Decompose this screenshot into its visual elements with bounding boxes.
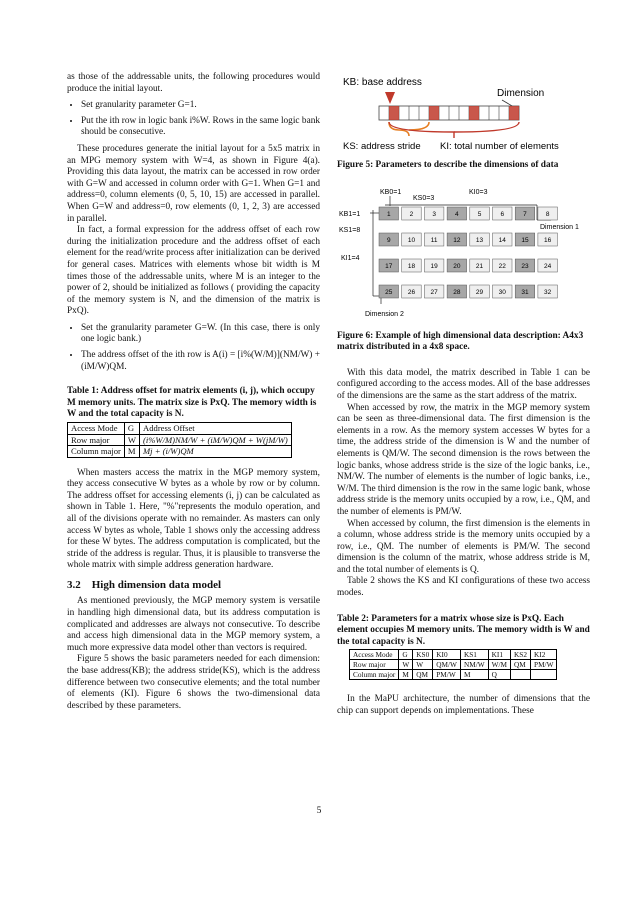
- table-header: G: [124, 423, 139, 435]
- grid-cell-label: 26: [407, 288, 416, 296]
- grid-cell-label: 15: [521, 236, 529, 244]
- grid-cell-label: 22: [498, 262, 506, 270]
- dimension-label: Dimension: [497, 88, 545, 99]
- section-heading: 3.2 High dimension data model: [67, 578, 222, 591]
- ki-label: KI: total number of elements: [440, 141, 559, 152]
- grid-cell-label: 10: [407, 236, 416, 244]
- paragraph: When accessed by column, the first dimension is the elements in a column, whose address stride is the memory units occupied by a row, i.e., QM. The number of elements is PM/W. The second dimension is the column of the matrix, whose address stride is M, and the total number of elements is Q.: [337, 518, 590, 575]
- list-item: • Set the granularity parameter G=W. (In this case, there is only one logic bank.): [81, 323, 320, 346]
- grid-cell-label: 32: [544, 288, 552, 296]
- paragraph: Table 2 shows the KS and KI configurations of these two access modes.: [337, 576, 590, 599]
- figure5-caption: Figure 5: Parameters to describe the dimensions of data: [337, 160, 559, 170]
- left-column: [67, 72, 320, 712]
- grid-cell-label: 11: [430, 236, 438, 244]
- grid-cell-label: 14: [498, 236, 506, 244]
- ki0-label: KI0=3: [469, 188, 488, 196]
- paragraph: In fact, a formal expression for the address offset of each row during the initialization procedure and the address offset of each element for the read/write process after initialization can be derived for general cases. Matrices with elements whose bit width is M times those of the addressable units, where M is an integer to the power of 2, should be initialized as follows ( providing the capacity of the memory system is N, and the dimension of the matrix is PxQ).: [67, 225, 320, 317]
- grid-cell-label: 18: [407, 262, 416, 270]
- list-item: • The address offset of the ith row is A(i) = [i%(W/M)](NM/W) + (iM/W)QM.: [81, 350, 320, 373]
- table-row: Column major M Mj + (i/W)QM: [68, 446, 292, 458]
- dimension2-label: Dimension 2: [365, 310, 404, 318]
- list-item: • Put the ith row in logic bank i%W. Rows in the same logic bank should be consecutive.: [81, 116, 320, 139]
- paragraph: In the MaPU architecture, the number of dimensions that the chip can support depends on implementations. These: [337, 694, 590, 717]
- grid-cell-label: 27: [430, 288, 438, 296]
- grid-cell-label: 2: [409, 210, 414, 218]
- grid-cell-label: 6: [500, 210, 505, 218]
- figure6-grid: [379, 207, 557, 298]
- grid-cell-label: 20: [453, 262, 461, 270]
- grid-cell-label: 3: [432, 210, 436, 218]
- grid-cell-label: 31: [521, 288, 529, 296]
- grid-cell-label: 7: [523, 210, 527, 218]
- table1: [67, 422, 292, 458]
- paragraph: as those of the addressable units, the following procedures would produce the initial layout.: [67, 72, 320, 94]
- bullet-list: [67, 323, 320, 373]
- grid-cell-label: 4: [455, 210, 459, 218]
- grid-cell-label: 28: [453, 288, 461, 296]
- grid-cell-label: 1: [386, 210, 391, 218]
- memory-strip: [379, 106, 519, 120]
- grid-cell-label: 17: [385, 262, 393, 270]
- ki1-label: KI1=4: [341, 254, 360, 262]
- ks-label: KS: address stride: [343, 141, 421, 152]
- bullet-list: [67, 100, 320, 139]
- ks1-label: KS1=8: [339, 226, 361, 234]
- table-header: Address Offset: [140, 423, 292, 435]
- table2-caption: Table 2: Parameters for a matrix whose size is PxQ. Each element occupies M memory units. The memory width is W and the total capacity is N.: [337, 613, 590, 647]
- paragraph: With this data model, the matrix described in Table 1 can be configured according to the access modes. All of the base addresses of the dimensions are the same as the start address of the matrix.: [337, 367, 590, 401]
- grid-cell-label: 12: [453, 236, 461, 244]
- grid-cell-label: 9: [386, 236, 391, 244]
- table2: Access Mode G KS0 KI0 KS1 KI1 KS2 KI2 Row major W W QM/W NM/W W/M QM PM/W Column major M QM PM/W M Q: [349, 649, 557, 680]
- kb0-label: KB0=1: [380, 188, 402, 196]
- kb1-label: KB1=1: [339, 210, 361, 218]
- ks0-label: KS0=3: [413, 194, 435, 202]
- figure6-caption: Figure 6: Example of high dimensional data description: A4x3 matrix distributed in a 4x8 space.: [337, 330, 584, 353]
- table1-caption: Table 1: Address offset for matrix elements (i, j), which occupy M memory units. The matrix size is PxQ. The memory width is W and the total capacity is N.: [67, 386, 317, 420]
- grid-cell-label: 29: [475, 288, 484, 296]
- figure5: [337, 72, 590, 154]
- dimension1-label: Dimension 1: [540, 223, 579, 231]
- right-column: [337, 72, 590, 718]
- grid-cell-label: 16: [544, 236, 552, 244]
- grid-cell-label: 13: [475, 236, 484, 244]
- grid-cell-label: 19: [430, 262, 438, 270]
- arrow-down-icon: [385, 92, 395, 104]
- kb-label: KB: base address: [343, 77, 422, 88]
- grid-cell-label: 5: [477, 210, 482, 218]
- grid-cell-label: 8: [545, 210, 550, 218]
- table-header: Access Mode: [68, 423, 125, 435]
- grid-cell-label: 21: [475, 262, 484, 270]
- paragraph: When masters access the matrix in the MGP memory system, they access consecutive W bytes as a whole by row or by column. The address offset for accessing elements (i, j) can be calculated as shown in Table 1. Here, "%"represents the modulo operation, and all of the divisions operate with no remainder. As masters can only access W bytes as whole, Table 1 shows only the accessing address for these W bytes. The address computation is complicated, but the stride of the address is regular. Thus, it is plausible to transverse the whole matrix with simple address generation hardware.: [67, 467, 320, 571]
- table-row: Column major M QM PM/W M Q: [350, 670, 557, 680]
- page-number: 5: [316, 806, 322, 816]
- table-row: Row major W W QM/W NM/W W/M QM PM/W: [350, 660, 557, 670]
- figure6: [337, 184, 590, 319]
- table-row: Row major W (i%W/M)NM/W + (iM/W)QM + W(jM/W): [68, 434, 292, 446]
- paragraph: As mentioned previously, the MGP memory system is versatile in handling high dimensional data, but its address computation is complicated and addresses are always not consecutive. To describe and access high dimensional data in the MGP memory system, a much more expressive data model other than vectors is required.: [67, 596, 320, 653]
- grid-cell-label: 23: [521, 262, 529, 270]
- paragraph: Figure 5 shows the basic parameters needed for each dimension: the base address(KB); the address stride(KS), which is the address difference between two consecutive elements; and the total number of elements (KI). Figure 6 shows the two-dimensional data described by these parameters.: [67, 654, 320, 711]
- grid-cell-label: 25: [385, 288, 393, 296]
- list-item: • Set granularity parameter G=1.: [81, 100, 320, 112]
- grid-cell-label: 24: [544, 262, 552, 270]
- paragraph: When accessed by row, the matrix in the MGP memory system can be seen as three-dimensional data. The first dimension is the elements in a row. As the memory system accesses W bytes for a time, the address stride of the dimension is W and the number of elements is QM/W. The second dimension is the rows between the logic banks, whose address stride is the size of the logic banks, i.e., NM/W. The number of elements is the number of logic banks, i.e., W/M. The third dimension is the row in the same logic bank, whose address stride is the memory units occupied by a row, i.e., QM, and the number of elements is PM/W.: [337, 402, 590, 517]
- paragraph: These procedures generate the initial layout for a 5x5 matrix in an MPG memory system with W=4, as shown in Figure 4(a). Providing this data layout, the matrix can be accessed in row order with G=W and accessed in column order with G=1. When G=1 and address=0, column elements (0, 5, 10, 15) are accessed in parallel. When G=W and address=0, row elements (0, 1, 2, 3) are accessed in parallel.: [67, 143, 320, 224]
- grid-cell-label: 30: [498, 288, 506, 296]
